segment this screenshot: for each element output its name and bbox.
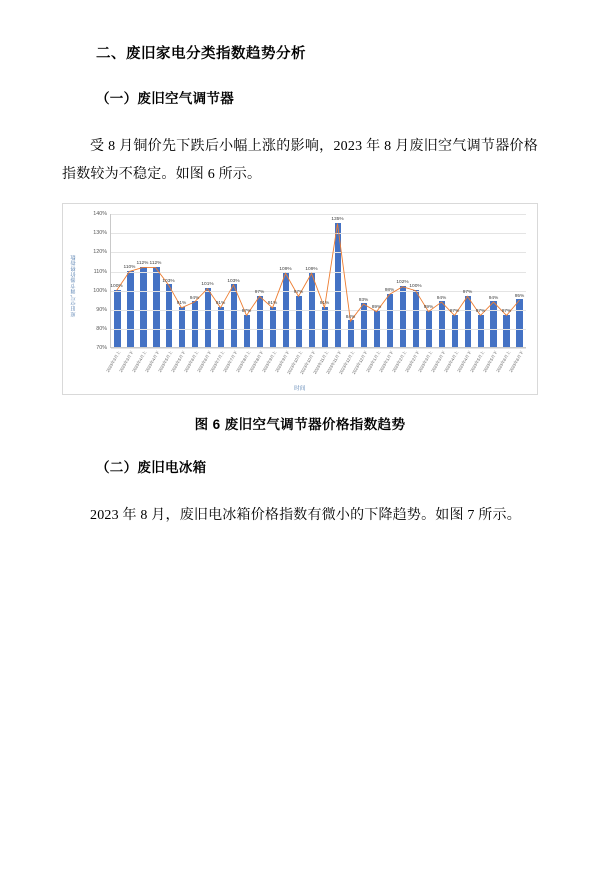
chart-x-tick: 2023年4月下	[455, 350, 472, 374]
section-heading-air-conditioner: （一）废旧空气调节器	[96, 91, 234, 107]
chart-data-label: 89%	[371, 305, 382, 311]
chart-data-label: 97%	[254, 290, 265, 295]
chart-x-tick: 2023年5月下	[481, 350, 498, 374]
chart-data-label: 98%	[384, 288, 395, 294]
chart-y-tick: 80%	[96, 326, 107, 333]
chart-x-tick: 2023年8月下	[247, 350, 264, 374]
chart-x-tick: 2023年8月上	[234, 350, 251, 374]
chart-data-label: 100%	[409, 284, 422, 290]
chart-x-tick: 2023年7月下	[221, 350, 238, 374]
chart-data-label: 93%	[358, 297, 369, 303]
chart-data-label: 94%	[436, 295, 447, 301]
chart-data-label: 87%	[449, 309, 460, 315]
chart-x-tick: 2023年9月下	[273, 350, 290, 374]
chart-data-label: 91%	[176, 301, 187, 307]
chart-x-tick: 2023年11月上	[311, 350, 329, 375]
chart-data-label: 112%	[136, 261, 149, 267]
chart-x-tick: 2023年1月上	[364, 350, 381, 374]
chart-x-tick: 2023年3月下	[429, 350, 446, 374]
chart-data-label: 101%	[201, 282, 214, 288]
chart-x-tick: 2023年9月上	[260, 350, 277, 374]
chart-data-label: 84%	[345, 314, 356, 320]
chart-data-label: 91%	[215, 301, 226, 307]
chart-y-tick: 100%	[93, 287, 107, 294]
chart-x-tick: 2023年12月上	[337, 350, 355, 376]
chart-data-label: 109%	[279, 267, 292, 273]
chart-x-axis-labels	[104, 350, 526, 386]
chart-data-label: 103%	[162, 278, 175, 284]
chart-x-tick: 2023年5月上	[156, 350, 173, 374]
chart-data-label: 135%	[331, 217, 344, 223]
chart-data-label: 94%	[189, 295, 200, 301]
chart-x-tick: 2023年10月上	[285, 350, 303, 376]
chart-data-label: 100%	[110, 284, 123, 290]
chart-data-label: 91%	[319, 301, 330, 307]
chart-y-tick: 90%	[96, 306, 107, 313]
chart-x-tick: 2023年5月上	[468, 350, 485, 374]
chart-y-tick: 130%	[93, 230, 107, 237]
chart-data-label: 95%	[514, 293, 525, 299]
chart-y-tick: 120%	[93, 249, 107, 256]
chart-x-tick: 2023年4月下	[143, 350, 160, 374]
chart-y-tick: 70%	[96, 345, 107, 352]
chart-data-label: 87%	[241, 309, 252, 315]
chart-data-label: 109%	[305, 267, 318, 273]
chart-y-axis-title: 废旧空气调节器价格指数	[70, 254, 77, 318]
chart-x-tick: 2023年10月下	[298, 350, 316, 376]
paragraph-air-conditioner: 受 8 月铜价先下跌后小幅上涨的影响，2023 年 8 月废旧空气调节器价格指数较为不稳定。如图 6 所示。	[62, 139, 538, 183]
chart-x-tick: 2023年2月上	[390, 350, 407, 374]
chart-x-tick: 2023年3月上	[104, 350, 121, 374]
chart-gridline	[111, 348, 526, 349]
chart-x-tick: 2023年12月下	[350, 350, 368, 376]
page-title: 二、废旧家电分类指数趋势分析	[96, 46, 306, 62]
chart-x-tick: 2023年6月上	[182, 350, 199, 374]
chart-y-tick: 110%	[93, 268, 107, 275]
chart-x-axis-title: 时间	[294, 386, 306, 393]
figure-6-chart	[62, 203, 538, 395]
chart-x-tick: 2023年4月上	[442, 350, 459, 374]
chart-data-label: 110%	[123, 265, 136, 271]
chart-x-tick: 2023年2月下	[403, 350, 420, 374]
chart-x-tick: 2023年4月上	[130, 350, 147, 374]
chart-x-tick: 2023年7月上	[208, 350, 225, 374]
chart-x-tick: 2023年11月下	[324, 350, 342, 375]
chart-line-path	[117, 224, 520, 322]
chart-data-label: 103%	[227, 278, 240, 284]
chart-area	[63, 204, 537, 394]
chart-data-label: 97%	[293, 290, 304, 295]
chart-data-label: 97%	[462, 290, 473, 295]
chart-data-label: 87%	[475, 309, 486, 315]
chart-y-tick: 140%	[93, 211, 107, 218]
figure-6-caption: 图 6 废旧空气调节器价格指数趋势	[194, 417, 406, 433]
chart-data-label: 94%	[488, 295, 499, 301]
chart-x-tick: 2023年6月下	[195, 350, 212, 374]
chart-data-label: 89%	[423, 305, 434, 311]
chart-x-tick: 2023年3月上	[416, 350, 433, 374]
chart-data-label: 91%	[267, 301, 278, 307]
chart-data-label: 112%	[149, 261, 162, 267]
chart-y-axis	[79, 211, 109, 352]
page-content	[62, 44, 538, 544]
chart-data-label: 102%	[396, 280, 409, 286]
paragraph-refrigerator: 2023 年 8 月，废旧电冰箱价格指数有微小的下降趋势。如图 7 所示。	[90, 508, 521, 524]
chart-x-tick: 2023年5月下	[169, 350, 186, 374]
chart-x-tick: 2023年1月下	[377, 350, 394, 374]
chart-x-tick: 2023年6月上	[494, 350, 511, 374]
chart-x-tick: 2023年6月下	[507, 350, 524, 374]
chart-data-label: 87%	[501, 309, 512, 315]
section-heading-refrigerator: （二）废旧电冰箱	[96, 460, 207, 476]
chart-x-tick: 2023年3月下	[117, 350, 134, 374]
